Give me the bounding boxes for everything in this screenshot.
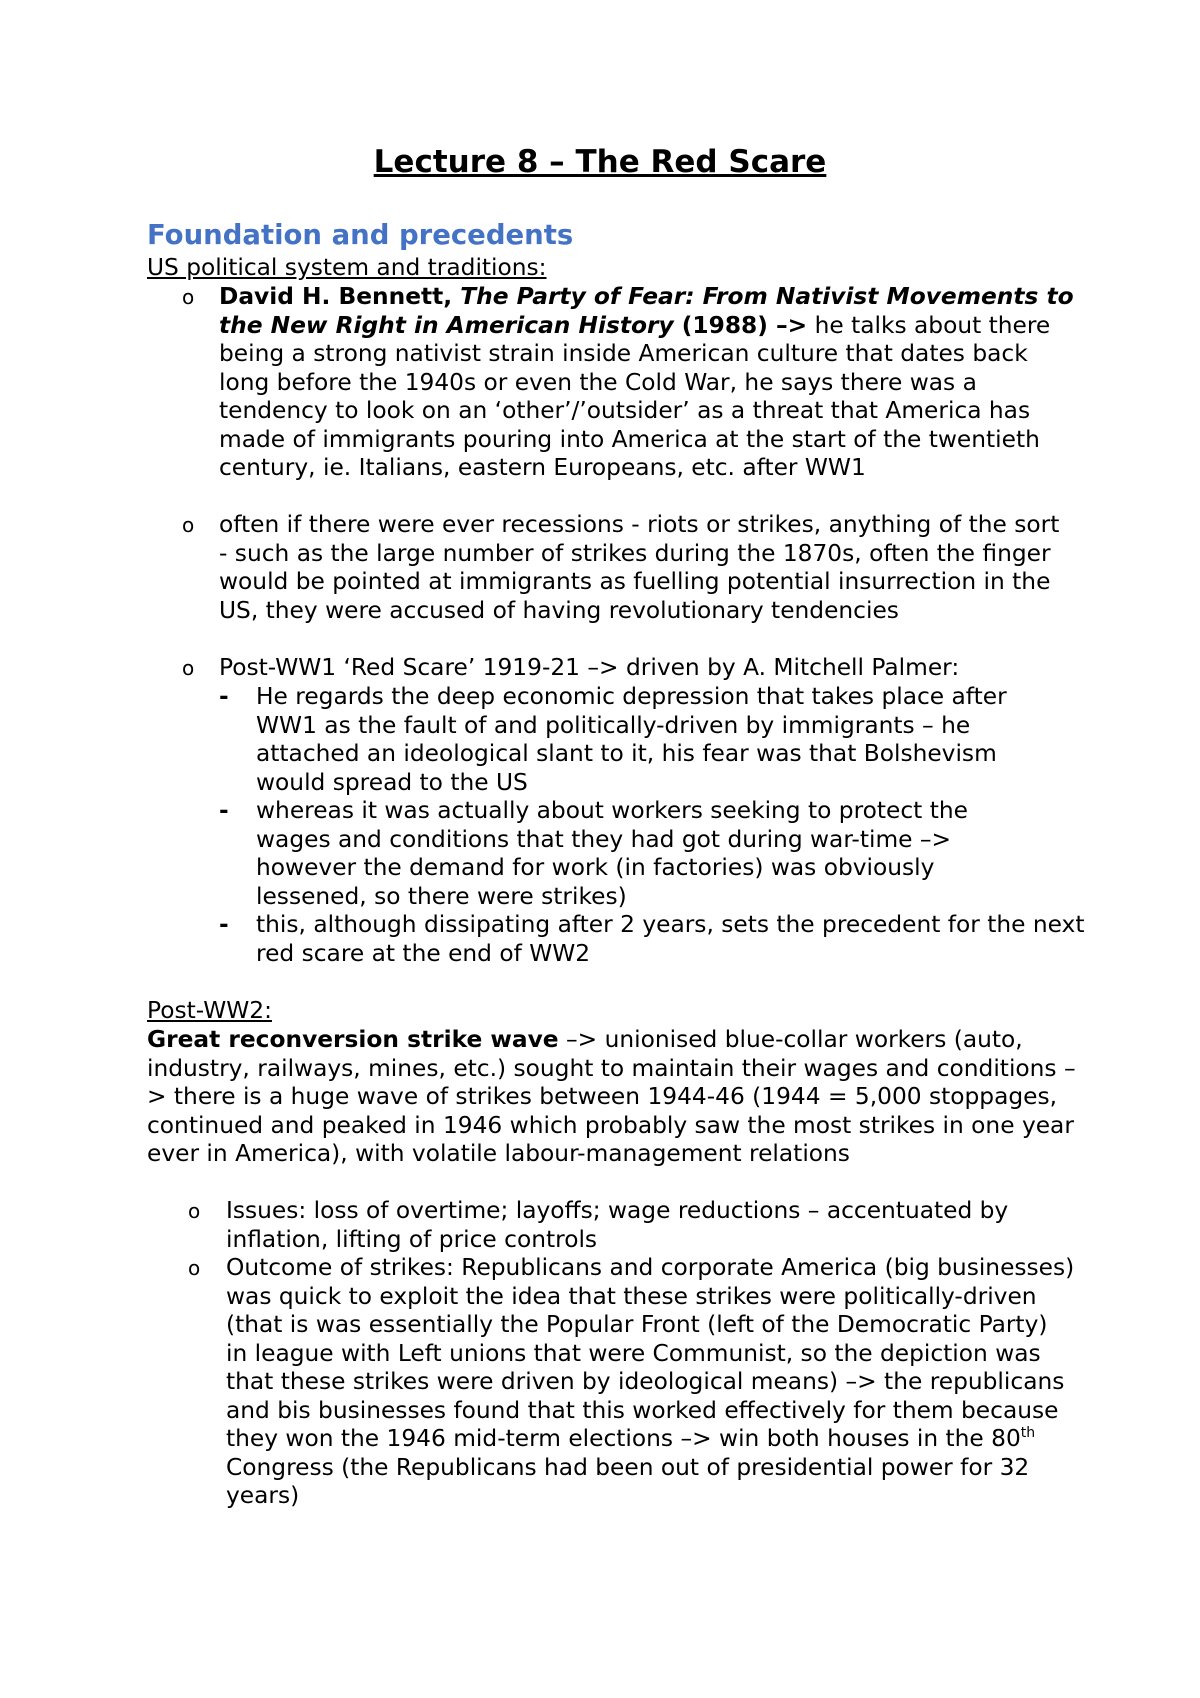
subheading-us-political: US political system and traditions: <box>147 254 547 281</box>
dash-marker: - <box>219 797 229 824</box>
subheading-post-ww2: Post-WW2: <box>147 997 272 1024</box>
bullet-marker: o <box>182 513 195 537</box>
author-name: David H. Bennett, <box>219 283 461 310</box>
section-heading: Foundation and precedents <box>147 219 574 251</box>
sub-list-item: whereas it was actually about workers seeking to protect the wages and conditions that they had got during war-time –> however the demand for work (in factories) was obviously lessened, so there were strikes) <box>256 797 968 910</box>
sub-list-item: this, although dissipating after 2 years, sets the precedent for the next red scare at the end of WW2 <box>256 911 1085 967</box>
dash-marker: - <box>219 911 229 938</box>
item-text: he talks about there being a strong nativist strain inside American culture that dates back long before the 1940s or even the Cold War, he says there was a tendency to look on an ‘other’/’outsider’ as a threat that America has made of immigrants pouring into America at the start of the twentieth century, ie. Italians, eastern Europeans, etc. after WW1 <box>219 311 1051 481</box>
bullet-marker: o <box>182 285 195 309</box>
list-item <box>219 283 1074 483</box>
list-item <box>226 1254 1076 1511</box>
bullet-marker: o <box>188 1199 201 1223</box>
book-year: (1988) –> <box>673 311 808 339</box>
dash-marker: - <box>219 683 229 710</box>
ordinal-suffix: th <box>1020 1425 1036 1442</box>
paragraph <box>147 1026 1077 1169</box>
list-item: Issues: loss of overtime; layoffs; wage reductions – accentuated by inflation, lifting of price controls <box>226 1197 1009 1253</box>
item-text: Outcome of strikes: Republicans and corporate America (big businesses) was quick to exploit the idea that these strikes were politically-driven (that is was essentially the Popular Front (left of the Democratic Party) in league with Left unions that were Communist, so the depiction was that these strikes were driven by ideological means) –> the republicans and bis businesses found that this worked effectively for them because they won the 1946 mid-term elections –> win both houses in the 80 <box>226 1254 1075 1452</box>
list-item: often if there were ever recessions - riots or strikes, anything of the sort - such as the large number of strikes during the 1870s, often the finger would be pointed at immigrants as fuelling potential insurrection in the US, they were accused of having revolutionary tendencies <box>219 511 1060 624</box>
bullet-marker: o <box>188 1256 201 1280</box>
lead-bold: Great reconversion strike wave <box>147 1026 559 1053</box>
bullet-marker: o <box>182 656 195 680</box>
list-item: Post-WW1 ‘Red Scare’ 1919-21 –> driven by A. Mitchell Palmer: <box>219 654 960 681</box>
book-title: The Party of Fear: From Nativist Movements to the New Right in American History <box>219 283 1074 339</box>
lead-text: –> unionised blue-collar workers (auto, industry, railways, mines, etc.) sought to maintain their wages and conditions –> there is a huge wave of strikes between 1944-46 (1944 = 5,000 stoppages, continued and peaked in 1946 which probably saw the most strikes in one year ever in America), with volatile labour-management relations <box>147 1026 1076 1167</box>
item-text-continued: Congress (the Republicans had been out of presidential power for 32 years) <box>226 1453 1030 1509</box>
page-title: Lecture 8 – The Red Scare <box>373 144 827 180</box>
sub-list-item: He regards the deep economic depression that takes place after WW1 as the fault of and politically-driven by immigrants – he attached an ideological slant to it, his fear was that Bolshevism would spread to the US <box>256 683 1007 796</box>
